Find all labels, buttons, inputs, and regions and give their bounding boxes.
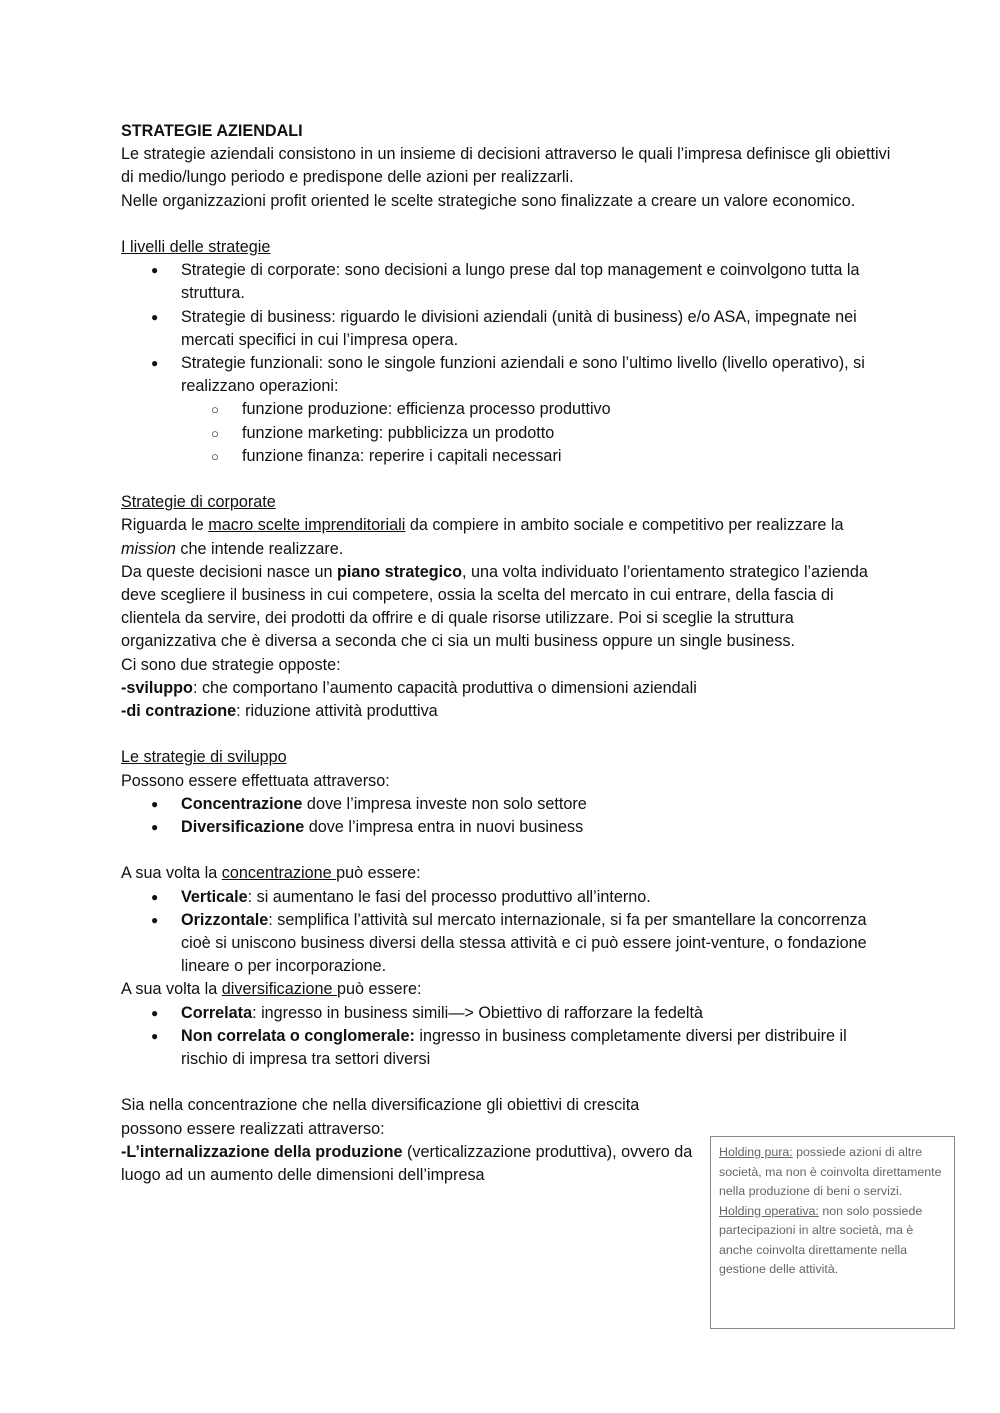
sublist-item: ○ funzione marketing: pubblicizza un prodotto	[181, 422, 891, 445]
corporate-heading: Strategie di corporate	[121, 493, 276, 512]
holding-operativa-definition: non solo possiede partecipazioni in altre società, ma è anche coinvolta direttamente nella gestione delle attività.	[719, 1203, 923, 1276]
list-item: ● Verticale: si aumentano le fasi del processo produttivo all’interno.	[121, 886, 891, 909]
document-title: STRATEGIE AZIENDALI	[121, 122, 303, 140]
corporate-paragraph-3: Ci sono due strategie opposte:	[121, 655, 341, 674]
intro-paragraph-2: Nelle organizzazioni profit oriented le scelte strategiche sono finalizzate a creare un valore economico.	[121, 191, 856, 210]
growth-paragraph-2: -L’internalizzazione della produzione (verticalizzazione produttiva), ovvero da luogo ad un aumento delle dimensioni dell’impresa	[121, 1142, 693, 1185]
levels-heading: I livelli delle strategie	[121, 238, 271, 256]
list-item: ● Concentrazione dove l’impresa investe non solo settore	[121, 793, 891, 816]
holding-pura-term: Holding pura:	[719, 1145, 793, 1159]
document-body	[121, 120, 891, 1187]
holding-pura-definition: possiede azioni di altre società, ma non è coinvolta direttamente nella produzione di beni o servizi.	[719, 1145, 942, 1198]
list-item-text: Strategie funzionali: sono le singole funzioni aziendali e sono l’ultimo livello (livello operativo), si realizzano operazioni:	[181, 354, 865, 396]
concentration-list	[121, 886, 891, 979]
list-item: ● Diversificazione dove l’impresa entra in nuovi business	[121, 816, 891, 839]
diversification-list	[121, 1002, 891, 1072]
holding-note-box	[710, 1136, 955, 1329]
development-intro: Possono essere effettuata attraverso:	[121, 771, 390, 790]
list-item: ● Strategie di corporate: sono decisioni a lungo prese dal top management e coinvolgono tutta la struttura.	[121, 259, 891, 305]
functions-sublist	[181, 398, 891, 468]
corporate-paragraph-1: Riguarda le macro scelte imprenditoriali da compiere in ambito sociale e competitivo per realizzare la mission che intende realizzare.	[121, 516, 844, 558]
development-heading: Le strategie di sviluppo	[121, 748, 287, 767]
levels-list	[121, 259, 891, 468]
list-item: ● Orizzontale: semplifica l’attività sul mercato internazionale, si fa per smantellare la concorrenza cioè si uniscono business diversi della stessa attività e ci può essere joint-venture, o fondazione lineare o per incorporazione.	[121, 909, 891, 979]
growth-section	[121, 1094, 701, 1187]
holding-operativa-term: Holding operativa:	[719, 1203, 819, 1218]
concentration-lead: A sua volta la concentrazione può essere:	[121, 864, 421, 883]
list-item: ● Strategie di business: riguardo le divisioni aziendali (unità di business) e/o ASA, impegnate nei mercati specifici in cui l’impresa opera.	[121, 306, 891, 352]
corporate-paragraph-2: Da queste decisioni nasce un piano strategico, una volta individuato l’orientamento strategico l’azienda deve scegliere il business in cui competere, ossia la scelta del mercato in cui entrare, della fascia di clientela da servire, dei prodotti da offrire e di quale risorse utilizzare. Poi si sceglie la struttura organizzativa che è diversa a seconda che ci sia un multi business oppure un single business.	[121, 562, 868, 651]
list-item	[121, 352, 891, 468]
diversification-lead: A sua volta la diversificazione può essere:	[121, 980, 422, 999]
sublist-item: ○ funzione produzione: efficienza processo produttivo	[181, 398, 891, 421]
development-list	[121, 793, 891, 839]
strategy-option-development: -sviluppo: che comportano l’aumento capacità produttiva o dimensioni aziendali	[121, 678, 697, 697]
intro-paragraph-1: Le strategie aziendali consistono in un insieme di decisioni attraverso le quali l’impresa definisce gli obiettivi di medio/lungo periodo e predispone delle azioni per realizzarli.	[121, 145, 891, 187]
growth-paragraph-1: Sia nella concentrazione che nella diversificazione gli obiettivi di crescita possono essere realizzati attraverso:	[121, 1096, 640, 1138]
list-item: ● Non correlata o conglomerale: ingresso in business completamente diversi per distribuire il rischio di impresa tra settori diversi	[121, 1025, 891, 1071]
strategy-option-contraction: -di contrazione: riduzione attività produttiva	[121, 702, 438, 721]
list-item: ● Correlata: ingresso in business simili—> Obiettivo di rafforzare la fedeltà	[121, 1002, 891, 1025]
sublist-item: ○ funzione finanza: reperire i capitali necessari	[181, 445, 891, 468]
